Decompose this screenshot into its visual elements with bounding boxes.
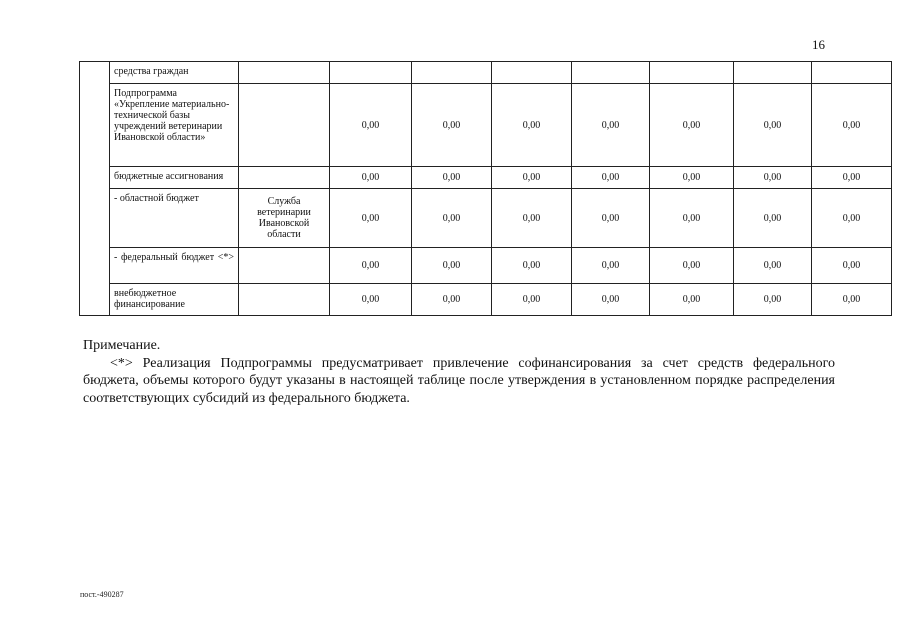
value-cell: 0,00 <box>650 189 734 248</box>
value-cell: 0,00 <box>330 189 412 248</box>
value-cell: 0,00 <box>492 167 572 189</box>
table-row <box>80 167 892 189</box>
page-number: 16 <box>812 37 825 52</box>
value-cell: 0,00 <box>492 284 572 316</box>
row-executor <box>239 284 330 316</box>
table-row <box>80 84 892 167</box>
value-cell: 0,00 <box>572 189 650 248</box>
value-cell <box>572 62 650 84</box>
value-cell <box>492 62 572 84</box>
value-cell: 0,00 <box>492 248 572 284</box>
row-name: бюджетные ассигнования <box>110 167 239 189</box>
value-cell: 0,00 <box>812 248 892 284</box>
value-cell: 0,00 <box>572 84 650 167</box>
value-cell: 0,00 <box>812 284 892 316</box>
value-cell: 0,00 <box>650 167 734 189</box>
value-cell: 0,00 <box>812 189 892 248</box>
row-executor <box>239 62 330 84</box>
value-cell: 0,00 <box>412 284 492 316</box>
value-cell: 0,00 <box>330 84 412 167</box>
value-cell: 0,00 <box>734 167 812 189</box>
value-cell: 0,00 <box>650 248 734 284</box>
table-row <box>80 284 892 316</box>
row-name: - областной бюджет <box>110 189 239 248</box>
value-cell: 0,00 <box>412 248 492 284</box>
table-row <box>80 62 892 84</box>
value-cell: 0,00 <box>734 189 812 248</box>
value-cell: 0,00 <box>812 84 892 167</box>
value-cell: 0,00 <box>572 248 650 284</box>
note-block <box>83 337 835 407</box>
value-cell <box>812 62 892 84</box>
value-cell: 0,00 <box>650 84 734 167</box>
value-cell: 0,00 <box>734 248 812 284</box>
value-cell: 0,00 <box>492 189 572 248</box>
value-cell: 0,00 <box>330 248 412 284</box>
table-row <box>80 248 892 284</box>
document-code: пост.-490287 <box>80 590 124 599</box>
value-cell: 0,00 <box>572 284 650 316</box>
value-cell: 0,00 <box>650 284 734 316</box>
value-cell: 0,00 <box>734 284 812 316</box>
value-cell: 0,00 <box>812 167 892 189</box>
value-cell <box>412 62 492 84</box>
note-text: <*> Реализация Подпрограммы предусматривает привлечение софинансирования за счет средств федерального бюджета, объемы которого будут указаны в настоящей таблице после утверждения в установленном порядке распределения соответствующих субсидий из федерального бюджета. <box>83 355 835 406</box>
funding-table <box>79 61 892 316</box>
value-cell <box>734 62 812 84</box>
value-cell <box>650 62 734 84</box>
value-cell: 0,00 <box>412 84 492 167</box>
value-cell <box>330 62 412 84</box>
value-cell: 0,00 <box>492 84 572 167</box>
value-cell: 0,00 <box>330 284 412 316</box>
row-executor <box>239 248 330 284</box>
row-executor: Служба ветеринарии Ивановской области <box>239 189 330 248</box>
row-name: - федеральный бюджет <*> <box>110 248 239 284</box>
table-row <box>80 189 892 248</box>
value-cell: 0,00 <box>734 84 812 167</box>
value-cell: 0,00 <box>330 167 412 189</box>
value-cell: 0,00 <box>572 167 650 189</box>
value-cell: 0,00 <box>412 167 492 189</box>
row-name: средства граждан <box>110 62 239 84</box>
row-name: внебюджетное финансирование <box>110 284 239 316</box>
value-cell: 0,00 <box>412 189 492 248</box>
row-executor <box>239 84 330 167</box>
row-executor <box>239 167 330 189</box>
row-name: Подпрограмма «Укрепление материально-технической базы учреждений ветеринарии Ивановской области» <box>110 84 239 167</box>
note-title: Примечание. <box>83 338 161 353</box>
row-number <box>80 62 110 316</box>
